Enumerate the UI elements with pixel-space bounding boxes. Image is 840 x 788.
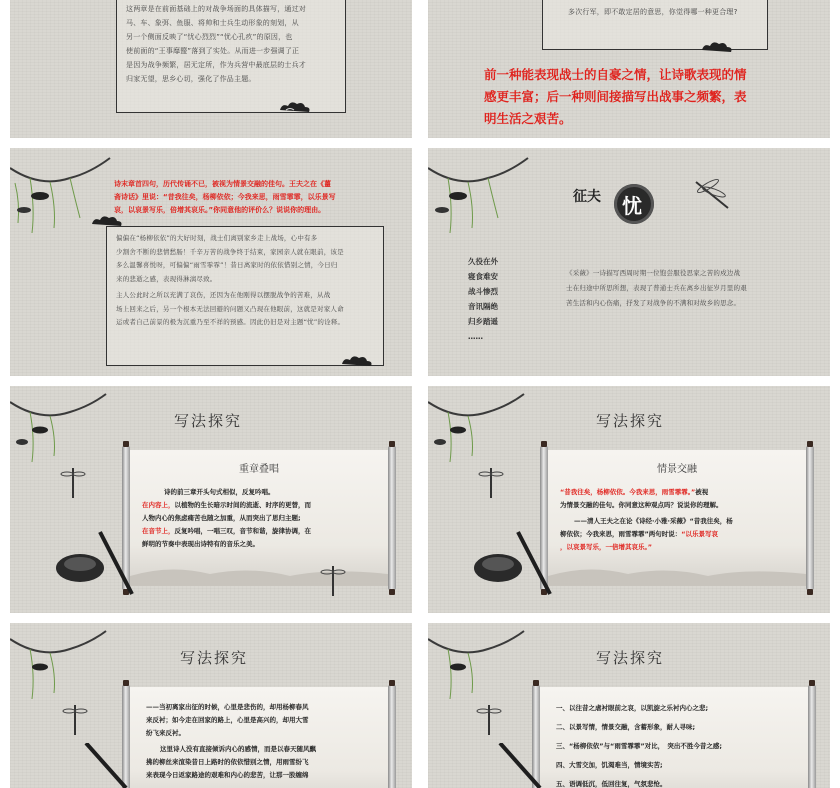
slide-thumbnail-8[interactable] bbox=[428, 623, 830, 788]
mountain-ink-illustration bbox=[130, 560, 388, 586]
scroll-panel bbox=[540, 687, 808, 788]
dragonfly-icon bbox=[320, 564, 346, 598]
willow-branch-illustration bbox=[428, 148, 538, 238]
scroll-rod-right bbox=[808, 685, 816, 788]
paragraph: 偏偏在“杨柳依依”的大好时刻，战士们离别家乡走上战场，心中有多 少割舍不断的悲情愁肠！千辛万苦的战争终于结束，家园亲人就在眼前，该是 多么温馨喜悦呀，可偏偏“雨雪霏霏”！昔日离家时的依依惜别之情，今日归 来的悲逝之感，表现得淋漓尽致。 主人公此时之所以充满了哀伤，还因为在他刚得以摆脱战争的苦难，从战 场上回来之后，另一个根本无法回避的问题又凸现在他眼前，这就是对家人命 运或者自己前景的极为沉重乃至不祥的预感。因此仍旧是对主题“忧”的诠释。 bbox=[116, 234, 345, 326]
slide-thumbnail-6[interactable] bbox=[428, 386, 830, 613]
ink-stone-brush-illustration bbox=[480, 743, 550, 788]
slide-title: 写法探究 bbox=[180, 649, 249, 667]
dragonfly-icon bbox=[476, 703, 502, 737]
scroll-rod-right bbox=[388, 446, 396, 590]
scroll-subtitle: 重章叠唱 bbox=[239, 464, 279, 475]
dragonfly-icon bbox=[478, 466, 504, 500]
answer-text: 前一种能表现战士的自豪之情，让诗歌表现的情 感更丰富；后一种则间接描写出战事之频繁，表 明生活之艰苦。 bbox=[484, 67, 747, 126]
willow-branch-illustration bbox=[10, 623, 110, 703]
slide-thumbnail-4[interactable] bbox=[428, 148, 830, 376]
box-text: 多次行军，即不敢定居的意思，你觉得哪一种更合理? bbox=[568, 8, 738, 16]
dragonfly-icon bbox=[690, 176, 734, 212]
scroll-panel bbox=[548, 450, 806, 586]
ink-stone-brush-illustration bbox=[50, 522, 140, 602]
seal-badge bbox=[614, 184, 654, 224]
scroll-subtitle: 情景交融 bbox=[657, 464, 697, 475]
scroll-panel bbox=[130, 687, 388, 788]
paragraph: 《采薇》一诗描写西周时期一位饱尝服役思家之苦的戍边战 士在归途中所思所想，表现了普通士兵在离乡出征岁月里的艰 苦生活和内心伤痛，抒发了对战争的不满和对故乡的思念。 bbox=[566, 269, 747, 307]
cloud-ornament-icon bbox=[700, 40, 734, 54]
slide-thumbnail-1[interactable] bbox=[10, 0, 412, 138]
willow-branch-illustration bbox=[428, 623, 528, 703]
dragonfly-icon bbox=[60, 466, 86, 500]
slide-thumbnail-7[interactable] bbox=[10, 623, 412, 788]
willow-branch-illustration bbox=[428, 386, 528, 466]
cloud-ornament-icon bbox=[340, 354, 374, 368]
willow-branch-illustration bbox=[10, 386, 110, 466]
scroll-text: 一、以往昔之虐衬眼前之哀，以凯旋之乐衬内心之悲; 二、以景写情，情景交融，含蓄形象，耐人寻味; 三、“杨柳依依”与“雨雪霏霏”对比， 突出不胜今昔之感; 四、大雪交加，饥渴难当，情境实苦; 五、语调低沉，低回往复，气氛悲怆。 bbox=[556, 704, 722, 788]
slide-thumbnail-2[interactable] bbox=[428, 0, 830, 138]
ink-stone-brush-illustration bbox=[468, 522, 558, 602]
cloud-ornament-icon bbox=[278, 100, 312, 114]
heading: 征夫 bbox=[573, 189, 601, 205]
hardship-list: 久役在外 寝食难安 战斗惨烈 音讯隔绝 归乡踏遥 …… bbox=[468, 257, 498, 341]
scroll-rod-right bbox=[388, 685, 396, 788]
slide-thumbnail-3[interactable] bbox=[10, 148, 412, 376]
paragraph: 这两章是在前面基础上的对战争场面的具体描写，通过对 马、车、象弭、鱼服、将帅和士兵生动形象的刻划，从 另一个侧面反映了“忧心烈烈”“忧心孔疚”的原因，也 使前面的“王事靡盬”落到了实处。从而进一步强调了正 是因为战争频繁，居无定所，作为兵营中最底层的士兵才 归家无望，思乡心切，强化了作品主题。 bbox=[126, 5, 306, 83]
dragonfly-icon bbox=[62, 703, 88, 737]
scroll-panel bbox=[130, 450, 388, 586]
slide-title: 写法探究 bbox=[596, 649, 665, 667]
slide-title: 写法探究 bbox=[174, 412, 243, 430]
scroll-rod-right bbox=[806, 446, 814, 590]
slide-thumbnail-5[interactable] bbox=[10, 386, 412, 613]
scroll-text: 诗的前三章开头句式相似，反复吟唱。 在内容上，以植物的生长暗示时间的流逝、时序的更替，而 人物内心的焦虑痛苦也随之加重，从而突出了思归主题; 在音节上，反复吟唱，一唱三叹，音节和谐，旋律协调，在 鲜明的节奏中表现出诗特有的音乐之美。 bbox=[142, 488, 311, 548]
scroll-text: ——当初离家出征的时候，心里是悲伤的，却用杨柳春风 来反衬；如今走在回家的路上，心里是高兴的，却用大雪 纷飞来反衬。 这里诗人没有直接倾诉内心的感情，而是以春天随风飘 拂的柳丝来渲染昔日上路时的依依惜别之情，用雨雪纷飞 来表现今日返家路途的艰难和内心的悲苦，让那一股缠绵 bbox=[146, 703, 316, 779]
seal-character: 忧 bbox=[622, 194, 642, 218]
mountain-ink-illustration bbox=[548, 560, 806, 586]
slide-title: 写法探究 bbox=[596, 412, 665, 430]
question-text: 诗末章首四句，历代传诵不已，被视为情景交融的佳句。王夫之在《薑 斋诗话》里说：“昔我往矣，杨柳依依；今我来思，雨雪霏霏，以乐景写 哀，以哀景写乐，倍增其哀乐。”你同意他的评价么？说说你的理由。 bbox=[114, 180, 336, 214]
ink-stone-brush-illustration bbox=[66, 743, 136, 788]
scroll-text: “昔我往矣，杨柳依依。今我来思，雨雪霏霏。”被视 为情景交融的佳句。你同意这种观点吗？说说你的理解。 ——清人王夫之在论《诗经·小雅·采薇》“昔我往矣，杨 柳依依；今我来思，雨雪霏霏”两句时说：“以乐景写哀 ，以哀景写乐，一倍增其哀乐。” bbox=[560, 488, 733, 551]
